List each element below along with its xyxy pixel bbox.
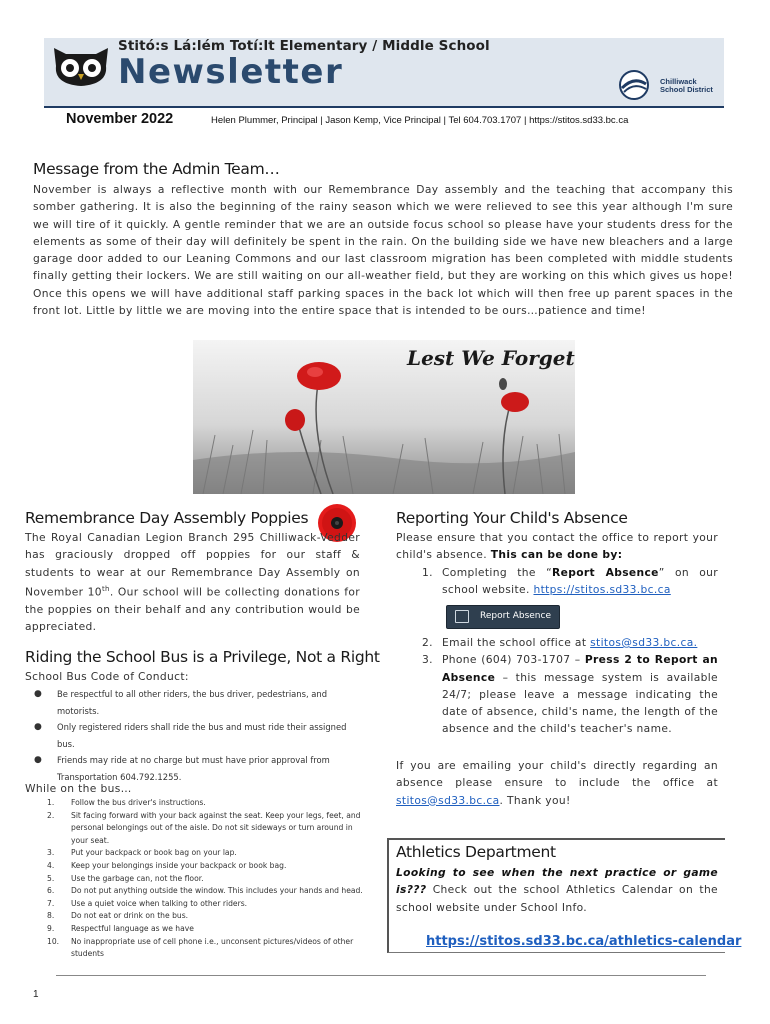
list-item: 6. Do not put anything outside the window. This includes your hands and head. bbox=[47, 886, 363, 896]
lest-we-forget-image bbox=[193, 340, 575, 494]
absence-item3-bold: Press 2 to Report an Absence bbox=[442, 653, 718, 684]
newsletter-title: Newsletter bbox=[118, 52, 344, 92]
list-item: 3. Phone (604) 703-1707 – Press 2 to Report an Absence – this message system is available 24/7; please leave a message indicating the date of absence, child's name, the length of the absence and the child's teacher's name. bbox=[422, 653, 718, 736]
bus-rule-text: Only registered riders shall ride the bus and must ride their assigned bus. bbox=[57, 722, 347, 749]
athletics-heading: Athletics Department bbox=[396, 843, 556, 861]
bus-rule-text: Be respectful to all other riders, the bus driver, pedestrians, and motorists. bbox=[57, 689, 328, 716]
list-item: 5. Use the garbage can, not the floor. bbox=[47, 873, 204, 883]
office-email-link-2[interactable]: stitos@sd33.bc.ca bbox=[396, 793, 500, 807]
email-note-text: If you are emailing your child's directly regarding an absence please ensure to include the office at bbox=[396, 759, 718, 790]
athletics-text bbox=[396, 864, 718, 916]
owl-mascot-icon bbox=[50, 44, 112, 88]
poppies-heading: Remembrance Day Assembly Poppies bbox=[25, 509, 309, 527]
list-item: 2. Email the school office at stitos@sd33.bc.ca. bbox=[422, 636, 698, 649]
form-icon bbox=[455, 610, 469, 623]
page-number: 1 bbox=[33, 989, 39, 1000]
bus-rules-list bbox=[25, 686, 360, 785]
district-name: Chilliwack School District bbox=[660, 77, 713, 94]
bus-code-label: School Bus Code of Conduct: bbox=[25, 670, 189, 683]
athletics-calendar-link[interactable]: https://stitos.sd33.bc.ca/athletics-calendar bbox=[426, 934, 742, 949]
email-note-text-post: . Thank you! bbox=[499, 793, 571, 807]
absence-item2-text: Email the school office at bbox=[442, 636, 591, 649]
bus-step-text: Do not put anything outside the window. This includes your hands and head. bbox=[71, 886, 363, 896]
bus-step-text: Put your backpack or book bag on your lap. bbox=[71, 848, 237, 858]
footer-divider bbox=[56, 975, 706, 976]
email-note bbox=[396, 757, 718, 809]
admin-message: November is always a reflective month with our Remembrance Day assembly and the teaching that accompany this somber gathering. It is also the beginning of the rainy season which we were relieved to see this year although I'm sure we will tire of it quickly. A gentle reminder that we are an outside focus school so please have your students dress for the elements as some of their day will definitely be spent in the rain. On the building side we have new bleachers and a large garage door added to our Leaning Commons and our last classroom migration has been completed with middle students finally getting their lockers. We are still waiting on our all-weather field, but they are working on this which gives us hope! Once this opens we will have additional staff parking spaces in the back lot which will then free up parent spaces in the front lot. Little by little we are moving into the entire space that is intended to be ours…patience and time! bbox=[33, 183, 733, 318]
bus-step-text: No inappropriate use of cell phone i.e., unconsent pictures/videos of other students bbox=[71, 936, 354, 959]
report-absence-button-label: Report Absence bbox=[480, 611, 551, 621]
athletics-body-text: Check out the school Athletics Calendar on the school website under School Info. bbox=[396, 883, 718, 914]
absence-item1-text: Completing the “ bbox=[442, 565, 553, 579]
absence-item3-text: Phone (604) 703-1707 – bbox=[442, 653, 585, 667]
absence-intro-text: Please ensure that you contact the office to report your child's absence. bbox=[396, 531, 718, 562]
list-item: 8. Do not eat or drink on the bus. bbox=[47, 911, 189, 921]
absence-list bbox=[396, 634, 718, 738]
list-item bbox=[25, 686, 360, 719]
district-logo-icon bbox=[616, 70, 652, 100]
poppies-text-part1: The Royal Canadian Legion Branch 295 Chilliwack-Vedder has graciously dropped off poppies for our staff & students to wear at our Remembrance Day Assembly on November 10 bbox=[25, 531, 360, 599]
bus-step-text: Sit facing forward with your back against the seat. Keep your legs, feet, and personal belongings out of the aisle. Do not sit sideways or turn around in your seat. bbox=[71, 810, 361, 845]
absence-item1-text-post: ” on our school website. bbox=[442, 565, 718, 596]
bus-rule-text: Friends may ride at no charge but must have prior approval from Transportation 604.792.1255. bbox=[57, 755, 330, 782]
bus-step-text: Follow the bus driver's instructions. bbox=[71, 798, 206, 807]
bus-step-text: Respectful language as we have bbox=[71, 923, 194, 933]
absence-intro-bold: This can be done by: bbox=[490, 548, 623, 562]
issue-date: November 2022 bbox=[66, 111, 174, 127]
athletics-lead: Looking to see when the next practice or game is??? bbox=[396, 866, 718, 897]
bullet-icon: ● bbox=[34, 689, 42, 699]
bus-heading: Riding the School Bus is a Privilege, Not a Right bbox=[25, 648, 380, 666]
absence-intro bbox=[396, 529, 718, 598]
image-caption: Lest We Forget bbox=[407, 346, 575, 370]
poppies-text bbox=[25, 529, 360, 635]
school-website-link[interactable]: https://stitos.sd33.bc.ca bbox=[533, 582, 671, 596]
absence-item3-text-post: – this message system is available 24/7; please leave a message indicating the date of absence, child's name, the length of the absence and the child's teacher's name. bbox=[442, 670, 718, 736]
list-item: 1. Completing the “Report Absence” on our school website. https://stitos.sd33.bc.ca bbox=[422, 565, 718, 596]
list-item: 4. Keep your belongings inside your backpack or book bag. bbox=[47, 860, 287, 870]
bus-step-text: Do not eat or drink on the bus. bbox=[71, 911, 189, 921]
bus-steps-list bbox=[25, 797, 365, 961]
school-name: Stitó:s Lá:lém Totí:lt Elementary / Middle School bbox=[118, 38, 490, 54]
poppies-text-part2: . Our school will be collecting donations for the poppies on their behalf and any contribution would be appreciated. bbox=[25, 585, 361, 634]
list-item: 1. Follow the bus driver's instructions. bbox=[47, 798, 206, 807]
office-email-link[interactable]: stitos@sd33.bc.ca. bbox=[590, 636, 698, 649]
bus-step-text: Keep your belongings inside your backpack or book bag. bbox=[71, 860, 287, 870]
list-item: 9. Respectful language as we have bbox=[47, 923, 194, 933]
bus-step-text: Use the garbage can, not the floor. bbox=[71, 873, 204, 883]
list-item: 2. Sit facing forward with your back against the seat. Keep your legs, feet, and personal belongings out of the aisle. Do not sit sideways or turn around in your seat. bbox=[47, 810, 361, 845]
bullet-icon: ● bbox=[34, 722, 42, 732]
bullet-icon: ● bbox=[34, 755, 42, 765]
poppies-text-sup: th bbox=[101, 584, 110, 593]
contact-line: Helen Plummer, Principal | Jason Kemp, Vice Principal | Tel 604.703.1707 | https://stitos.sd33.bc.ca bbox=[211, 115, 629, 126]
list-item: 10. No inappropriate use of cell phone i.e., unconsent pictures/videos of other students bbox=[47, 936, 354, 959]
admin-heading: Message from the Admin Team… bbox=[33, 160, 280, 178]
list-item: 7. Use a quiet voice when talking to other riders. bbox=[47, 898, 248, 908]
list-item bbox=[25, 719, 360, 752]
while-on-bus-label: While on the bus… bbox=[25, 782, 132, 795]
bus-step-text: Use a quiet voice when talking to other riders. bbox=[71, 898, 248, 908]
absence-item1-bold: Report Absence bbox=[552, 565, 659, 579]
list-item: 3. Put your backpack or book bag on your lap. bbox=[47, 848, 237, 858]
absence-heading: Reporting Your Child's Absence bbox=[396, 509, 628, 527]
